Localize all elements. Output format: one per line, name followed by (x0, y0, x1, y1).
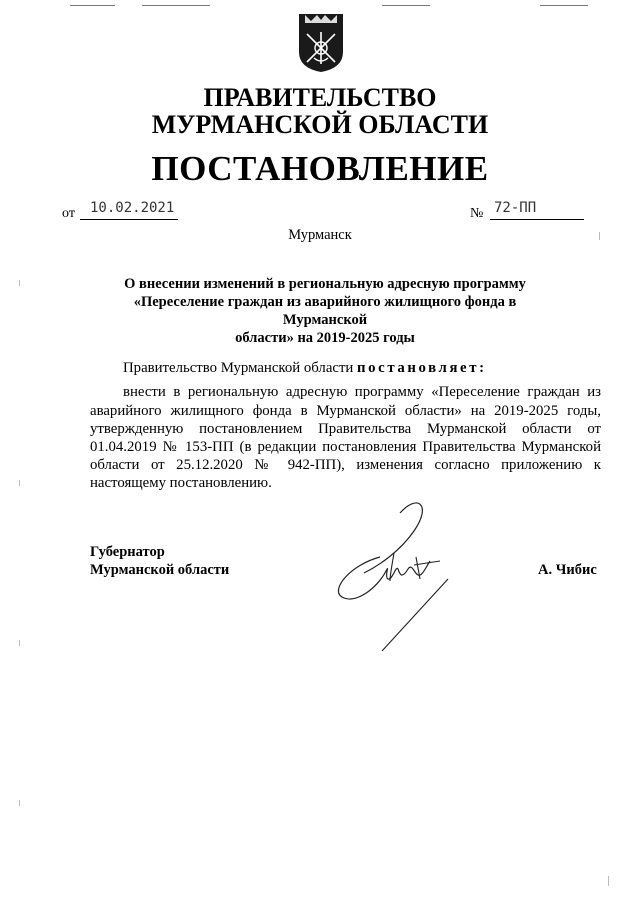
body-line: аварийного жилищного фонда в Мурманской области» на 2019-2025 годы, (90, 403, 601, 419)
signer-position (90, 543, 229, 579)
body-line: утвержденную постановлением Правительства Мурманской области от (90, 421, 601, 437)
number-underline (490, 219, 584, 220)
number-value: 72-ПП (494, 200, 537, 216)
scan-mark (19, 480, 20, 486)
number-label: № (470, 206, 484, 221)
document-type: ПОСТАНОВЛЕНИЕ (151, 149, 489, 188)
title-line: области» на 2019-2025 годы (235, 330, 415, 346)
scan-rule (142, 5, 210, 6)
date-value: 10.02.2021 (90, 200, 175, 216)
scan-mark (19, 280, 20, 286)
body-line: настоящему постановлению. (90, 475, 272, 491)
date-label: от (62, 206, 75, 221)
title-line: О внесении изменений в региональную адресную программу (124, 276, 526, 292)
scan-rule (382, 5, 430, 6)
body-line: 01.04.2019 № 153-ПП (в редакции постановления Правительства Мурманской (90, 439, 601, 455)
scan-mark (608, 876, 609, 886)
body-intro-emphasis: постановляет: (357, 360, 487, 376)
scan-rule (540, 5, 588, 6)
scan-rule (70, 5, 115, 6)
org-name-line2: МУРМАНСКОЙ ОБЛАСТИ (151, 110, 489, 139)
body-line: области от 25.12.2020 № 942-ПП), изменения согласно приложению к (90, 457, 601, 473)
org-name-line1: ПРАВИТЕЛЬСТВО (203, 83, 437, 112)
body-intro (123, 360, 487, 377)
document-title (90, 275, 560, 347)
city: Мурманск (288, 227, 352, 243)
signer-name: А. Чибис (538, 562, 597, 578)
date-underline (80, 219, 178, 220)
title-line: «Переселение граждан из аварийного жилищного фонда в Мурманской (133, 294, 517, 328)
signer-position-line2: Мурманской области (90, 562, 230, 578)
scan-mark (599, 232, 600, 240)
body-line: внести в региональную адресную программу «Переселение граждан из (123, 384, 601, 400)
handwritten-signature-icon (330, 495, 460, 655)
scan-mark (19, 800, 20, 806)
body-intro-text: Правительство Мурманской области (123, 360, 358, 376)
scan-mark (19, 640, 20, 646)
coat-of-arms-murmansk-icon (297, 12, 345, 74)
signer-position-line1: Губернатор (90, 544, 165, 560)
